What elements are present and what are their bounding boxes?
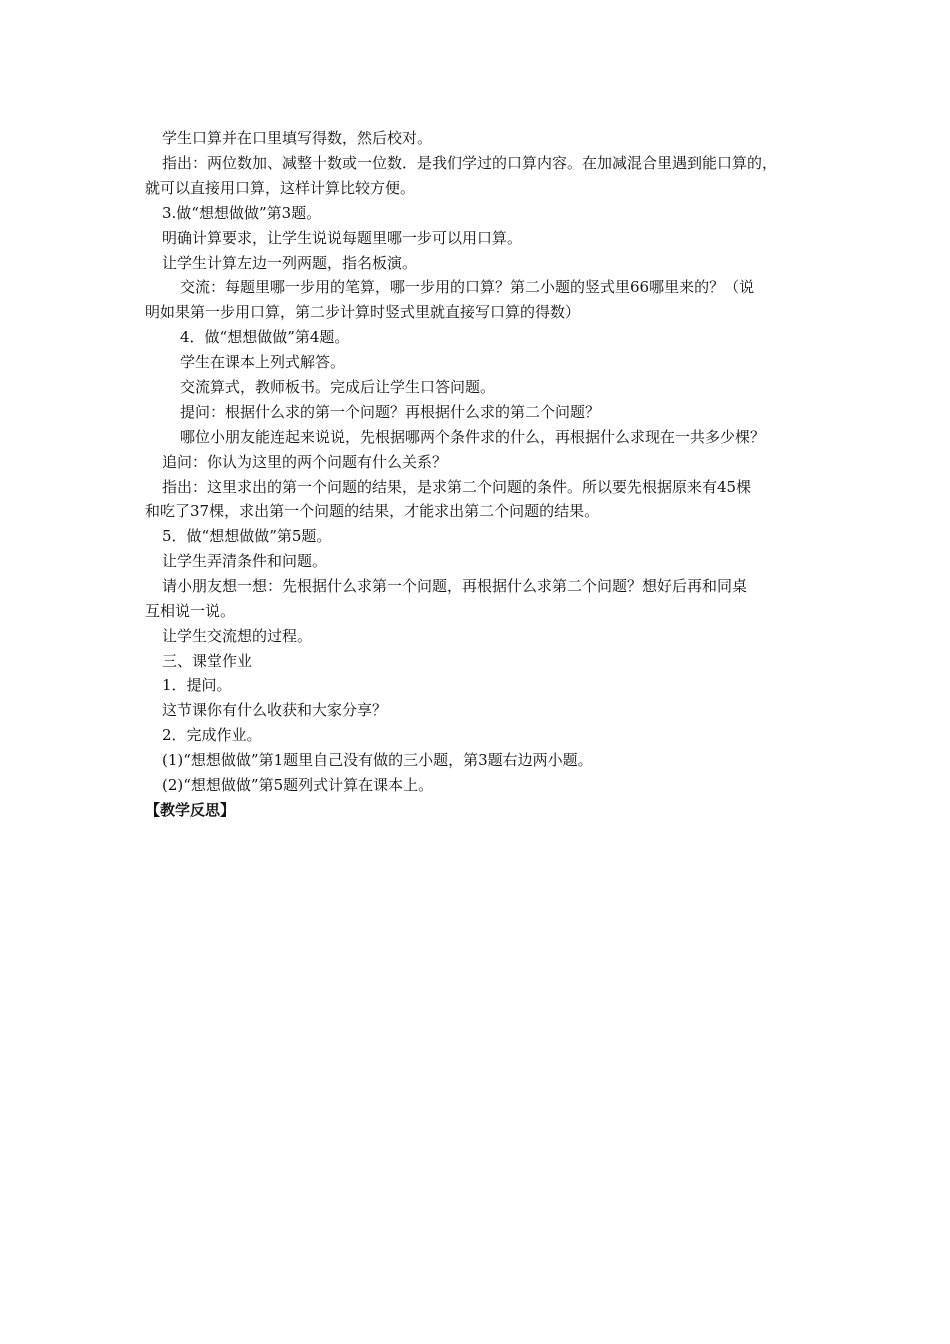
paragraph-line: 交流算式，教师板书。完成后让学生口答问题。 (180, 378, 496, 396)
paragraph-line: 就可以直接用口算，这样计算比较方便。 (145, 179, 416, 197)
section-heading: 三、课堂作业 (162, 652, 253, 670)
section-item-heading: 3.做“想想做做”第3题。 (162, 204, 322, 222)
paragraph-line: 让学生交流想的过程。 (162, 627, 313, 645)
section-item-heading: 2．完成作业。 (162, 726, 262, 744)
paragraph-line: 学生口算并在口里填写得数，然后校对。 (162, 129, 433, 147)
paragraph-line: 明如果第一步用口算，第二步计算时竖式里就直接写口算的得数） (145, 303, 581, 321)
paragraph-line: 互相说一说。 (145, 602, 236, 620)
paragraph-line: 明确计算要求，让学生说说每题里哪一步可以用口算。 (162, 229, 523, 247)
paragraph-line: 学生在课本上列式解答。 (180, 353, 346, 371)
paragraph-line: 这节课你有什么收获和大家分享？ (162, 701, 388, 719)
paragraph-line: 让学生计算左边一列两题，指名板演。 (162, 254, 418, 272)
paragraph-line: 指出：两位数加、减整十数或一位数．是我们学过的口算内容。在加减混合里遇到能口算的， (162, 154, 778, 172)
section-item-heading: 1．提问。 (162, 676, 232, 694)
paragraph-line: 哪位小朋友能连起来说说，先根据哪两个条件求的什么，再根据什么求现在一共多少棵？ (180, 428, 766, 446)
paragraph-line: 提问：根据什么求的第一个问题？再根据什么求的第二个问题？ (180, 403, 601, 421)
paragraph-line: (2)“想想做做”第5题列式计算在课本上。 (162, 776, 434, 794)
section-item-heading: 4．做“想想做做”第4题。 (180, 328, 350, 346)
paragraph-line: 追问：你认为这里的两个问题有什么关系？ (162, 453, 448, 471)
paragraph-line: (1)“想想做做”第1题里自己没有做的三小题，第3题右边两小题。 (162, 751, 593, 769)
reflection-heading: 【教学反思】 (145, 801, 236, 819)
paragraph-line: 指出：这里求出的第一个问题的结果，是求第二个问题的条件。所以要先根据原来有45棵 (162, 478, 752, 496)
paragraph-line: 请小朋友想一想：先根据什么求第一个问题，再根据什么求第二个问题？想好后再和同桌 (162, 577, 748, 595)
paragraph-line: 让学生弄清条件和问题。 (162, 552, 328, 570)
paragraph-line: 交流：每题里哪一步用的笔算，哪一步用的口算？第二小题的竖式里66哪里来的？（说 (180, 278, 755, 296)
section-item-heading: 5．做“想想做做”第5题。 (162, 527, 332, 545)
paragraph-line: 和吃了37棵，求出第一个问题的结果，才能求出第二个问题的结果。 (145, 502, 600, 520)
